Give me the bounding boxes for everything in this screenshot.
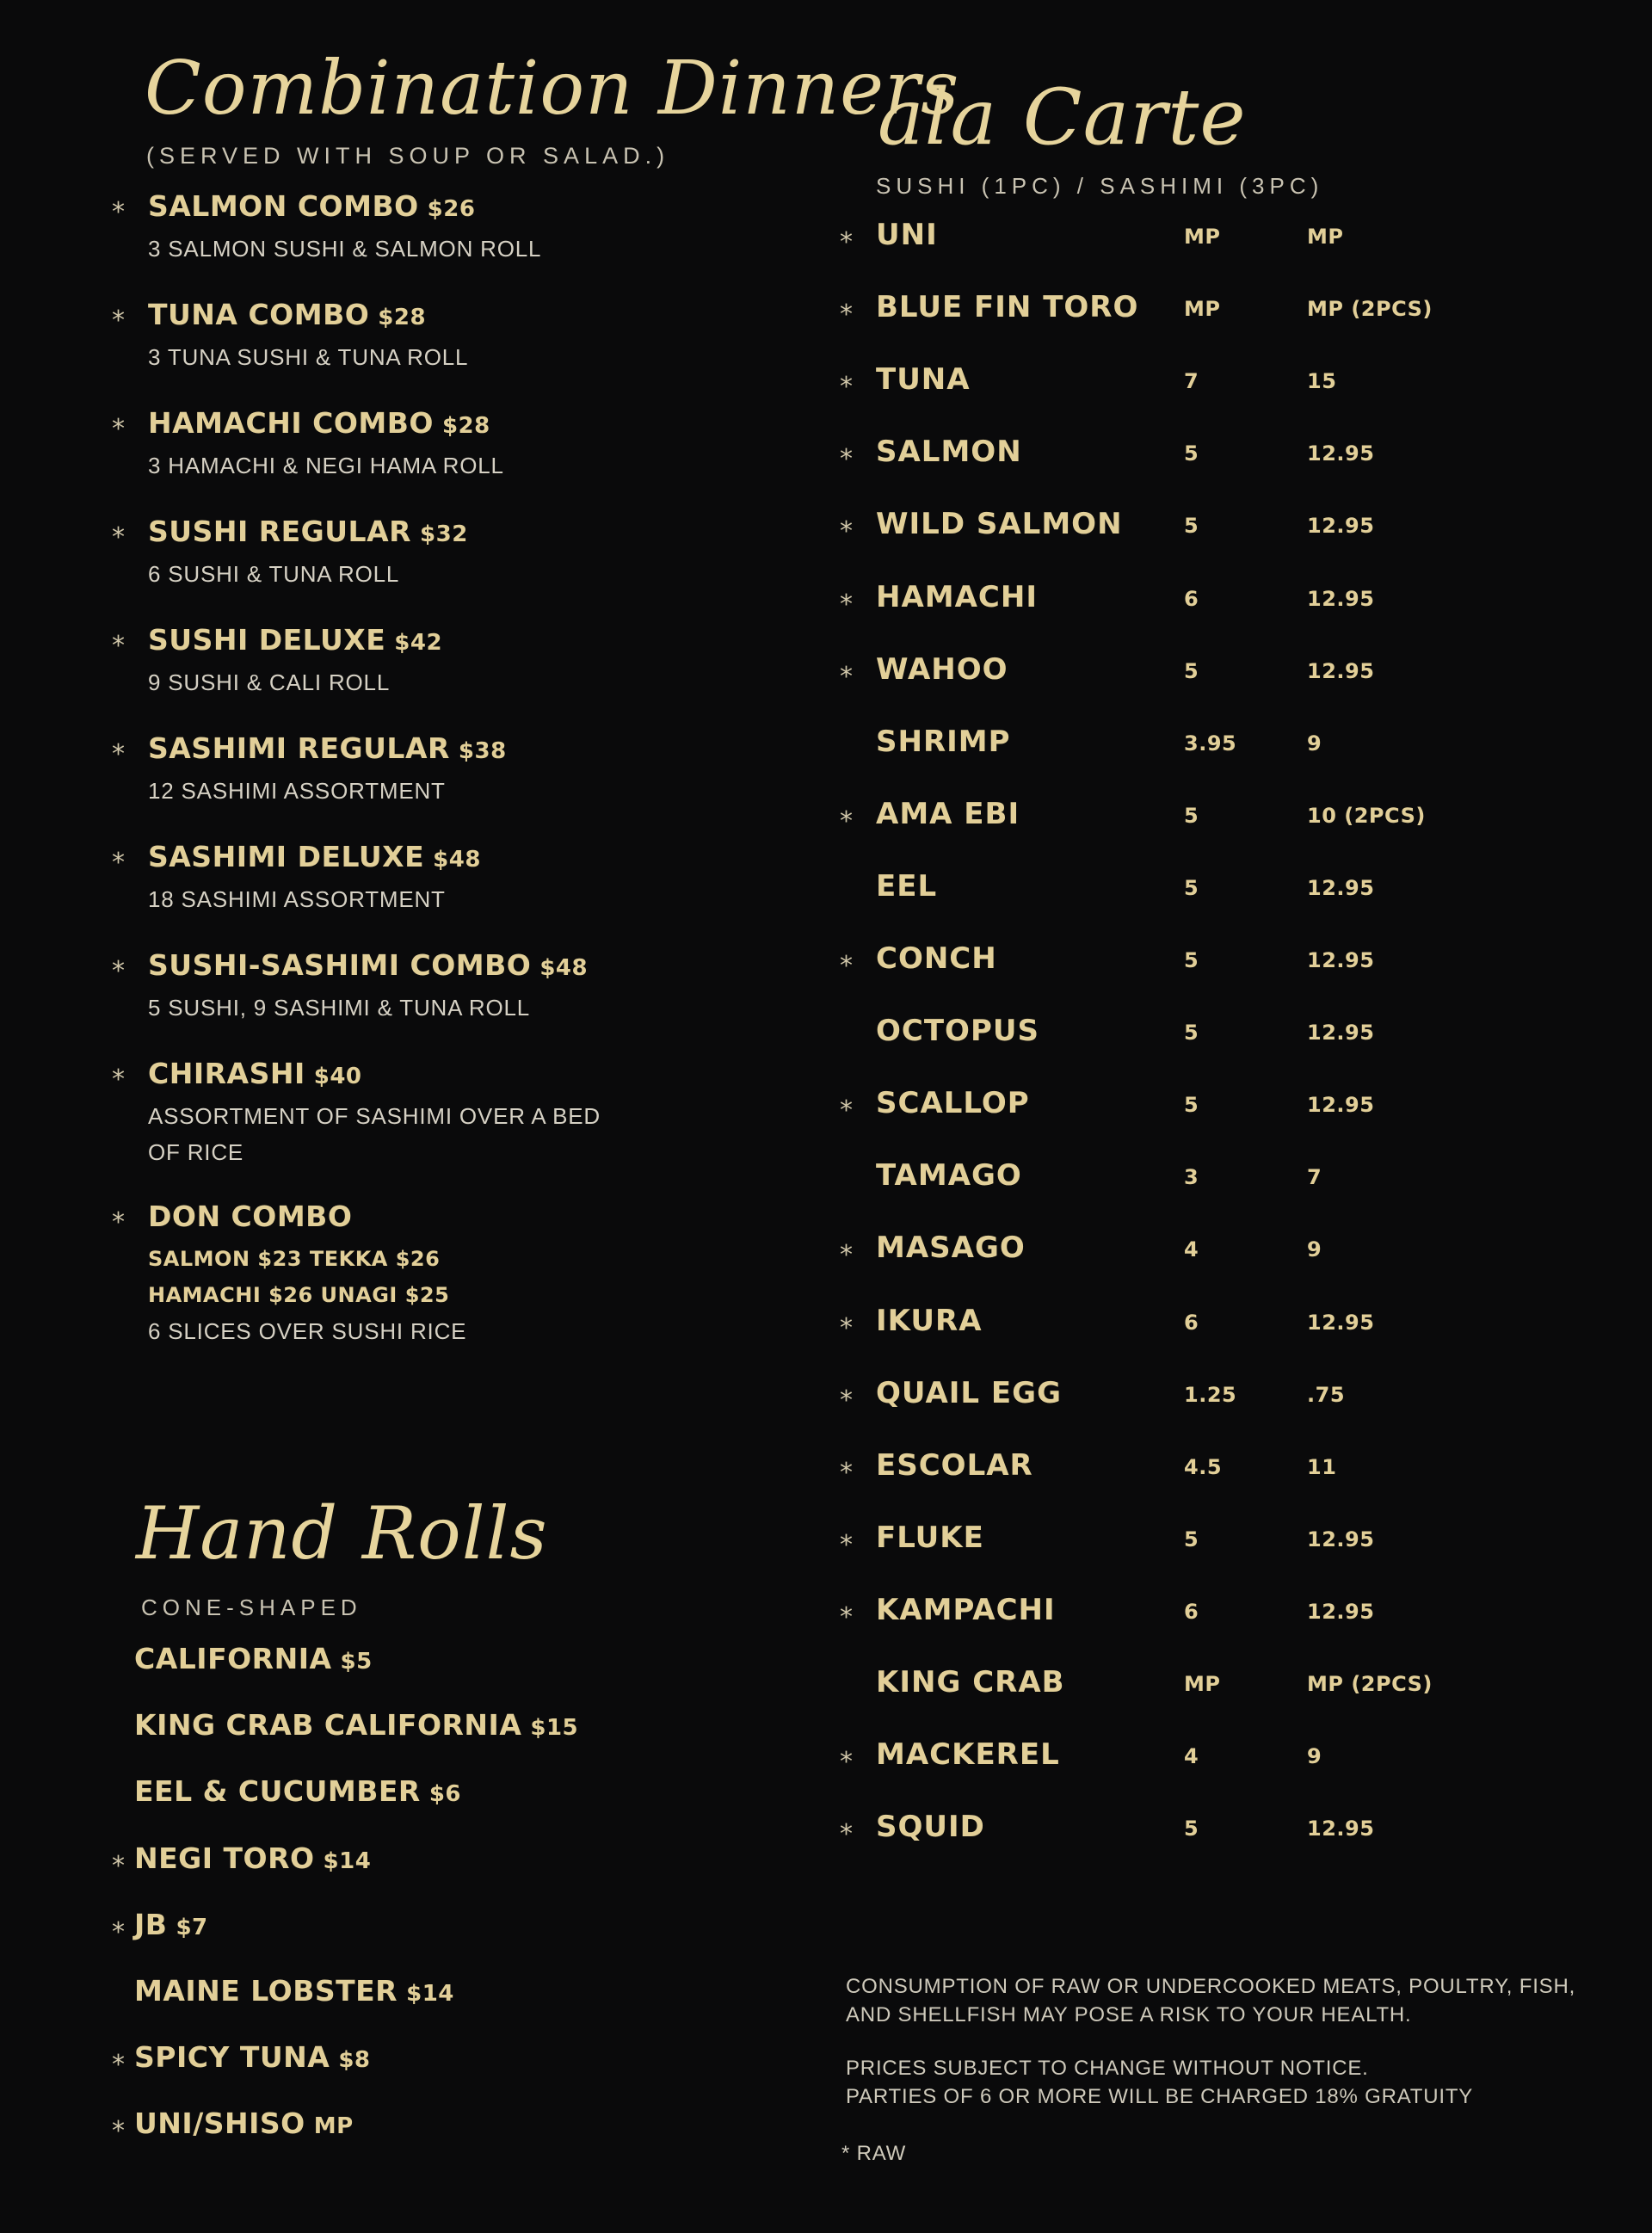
combo-price: $40 — [313, 1064, 362, 1089]
ala-carte-item — [840, 1014, 1614, 1057]
sushi-price: 1.25 — [1184, 1382, 1237, 1407]
ala-carte-item — [840, 362, 1614, 405]
sashimi-price: MP (2PCS) — [1307, 1672, 1433, 1696]
combo-name-text: DON COMBO — [148, 1200, 353, 1233]
raw-marker: * — [112, 2116, 125, 2147]
raw-marker: * — [840, 372, 853, 403]
sushi-price: 4.5 — [1184, 1454, 1223, 1479]
hand-roll-price: $5 — [340, 1649, 373, 1675]
sushi-price: 5 — [1184, 803, 1199, 828]
ala-carte-item — [840, 1665, 1614, 1708]
hand-roll-price: MP — [313, 2113, 354, 2140]
sashimi-price: 7 — [1307, 1165, 1322, 1190]
sushi-price: MP — [1184, 225, 1221, 249]
combo-name — [148, 298, 426, 332]
hand-roll-item — [112, 1642, 714, 1685]
raw-marker: * — [840, 1601, 853, 1632]
combo-name — [148, 189, 475, 224]
raw-marker: * — [840, 805, 853, 836]
hand-roll-name — [134, 2107, 354, 2141]
combo-name-text: SALMON COMBO — [148, 189, 419, 223]
combo-price: $28 — [441, 413, 490, 439]
ala-carte-item — [840, 1593, 1614, 1636]
combo-description: 3 HAMACHI & NEGI HAMA ROLL — [148, 453, 504, 478]
hand-roll-name — [134, 1642, 373, 1676]
ala-carte-name: ESCOLAR — [876, 1447, 1033, 1483]
raw-marker: * — [112, 848, 125, 878]
ala-carte-item — [840, 797, 1614, 840]
raw-marker: * — [840, 951, 853, 981]
hand-rolls-title: Hand Rolls — [136, 1491, 548, 1576]
sushi-price: 4 — [1184, 1237, 1199, 1262]
sashimi-price: 9 — [1307, 1744, 1322, 1769]
ala-carte-name: SALMON — [876, 435, 1022, 470]
combo-name-text: HAMACHI COMBO — [148, 406, 434, 440]
sashimi-price: 12.95 — [1307, 514, 1375, 539]
raw-marker: * — [840, 444, 853, 475]
sushi-price: 5 — [1184, 1021, 1199, 1046]
ala-carte-item — [840, 507, 1614, 550]
combination-title: Combination Dinners — [145, 46, 960, 132]
sashimi-price: 9 — [1307, 731, 1322, 756]
ala-carte-name: HAMACHI — [876, 579, 1038, 614]
ala-carte-name: OCTOPUS — [876, 1014, 1039, 1049]
hand-rolls-subtitle: CONE-SHAPED — [141, 1595, 362, 1620]
ala-carte-name: AMA EBI — [876, 796, 1020, 831]
combo-description: 5 SUSHI, 9 SASHIMI & TUNA ROLL — [148, 995, 530, 1021]
ala-carte-name: BLUE FIN TORO — [876, 290, 1139, 325]
combo-price: $28 — [378, 305, 427, 330]
combo-price: $48 — [433, 847, 481, 873]
ala-carte-item — [840, 1304, 1614, 1347]
sushi-price: 4 — [1184, 1744, 1199, 1769]
health-warning: CONSUMPTION OF RAW OR UNDERCOOKED MEATS, POULTRY, FISH, AND SHELLFISH MAY POSE A RISK TO YOUR HEALTH. — [846, 1975, 1576, 2026]
raw-marker: * — [840, 1747, 853, 1778]
ala-carte-name: WAHOO — [876, 651, 1008, 687]
ala-carte-item — [840, 1231, 1614, 1274]
combo-name — [148, 840, 481, 874]
sushi-price: 5 — [1184, 658, 1199, 683]
hand-roll-name — [134, 2040, 371, 2075]
ala-carte-name: MASAGO — [876, 1231, 1026, 1266]
ala-carte-name: SHRIMP — [876, 724, 1011, 759]
sashimi-price: 12.95 — [1307, 1021, 1375, 1046]
price-note: PRICES SUBJECT TO CHANGE WITHOUT NOTICE. PARTIES OF 6 OR MORE WILL BE CHARGED 18% GRATUITY — [846, 2057, 1474, 2108]
sashimi-price: 12.95 — [1307, 441, 1375, 466]
hand-roll-item — [112, 1708, 714, 1751]
combo-name — [148, 731, 507, 766]
ala-carte-item — [840, 290, 1614, 333]
sashimi-price: 12.95 — [1307, 875, 1375, 900]
sashimi-price: 12.95 — [1307, 1599, 1375, 1624]
ala-carte-item — [840, 1810, 1614, 1853]
ala-carte-item — [840, 652, 1614, 695]
ala-carte-item — [840, 1737, 1614, 1780]
combo-name — [148, 406, 490, 441]
sushi-price: 5 — [1184, 441, 1199, 466]
sashimi-price: 12.95 — [1307, 1527, 1375, 1551]
raw-marker: * — [840, 227, 853, 257]
raw-marker: * — [840, 661, 853, 692]
sashimi-price: MP — [1307, 225, 1344, 249]
don-prices: SALMON $23 TEKKA $26 HAMACHI $26 UNAGI $25 — [148, 1247, 450, 1307]
raw-marker: * — [112, 1916, 125, 1947]
combo-name-text: SUSHI-SASHIMI COMBO — [148, 948, 532, 982]
ala-carte-name: SQUID — [876, 1810, 985, 1845]
raw-marker: * — [112, 1850, 125, 1881]
raw-marker: * — [840, 1312, 853, 1343]
hand-roll-price: $8 — [338, 2047, 371, 2074]
combo-name-text: TUNA COMBO — [148, 298, 370, 331]
sushi-price: 5 — [1184, 1093, 1199, 1118]
sashimi-price: 10 (2PCS) — [1307, 803, 1426, 828]
sushi-price: MP — [1184, 1672, 1221, 1696]
raw-marker: * — [112, 1207, 125, 1237]
combo-description: 12 SASHIMI ASSORTMENT — [148, 778, 446, 804]
sushi-price: 6 — [1184, 586, 1199, 611]
combo-name — [148, 515, 468, 549]
ala-carte-name: SCALLOP — [876, 1086, 1030, 1121]
hand-roll-name-text: MAINE LOBSTER — [134, 1974, 398, 2008]
raw-marker: * — [112, 197, 125, 227]
ala-carte-item — [840, 941, 1614, 984]
hand-roll-name-text: NEGI TORO — [134, 1841, 315, 1875]
sashimi-price: .75 — [1307, 1382, 1346, 1407]
sashimi-price: 12.95 — [1307, 948, 1375, 972]
hand-roll-name-text: JB — [134, 1907, 168, 1941]
sashimi-price: 12.95 — [1307, 1310, 1375, 1335]
raw-marker: * — [840, 299, 853, 330]
raw-marker: * — [840, 589, 853, 620]
hand-roll-name-text: EEL & CUCUMBER — [134, 1774, 421, 1809]
raw-marker: * — [112, 414, 125, 444]
ala-carte-item — [840, 1086, 1614, 1129]
hand-roll-item — [112, 2040, 714, 2083]
raw-marker: * — [840, 1819, 853, 1850]
hand-roll-price: $14 — [323, 1847, 372, 1874]
hand-roll-name — [134, 1974, 454, 2008]
sushi-price: MP — [1184, 297, 1221, 322]
hand-roll-item — [112, 1974, 714, 2017]
sashimi-price: MP (2PCS) — [1307, 297, 1433, 322]
sashimi-price: 15 — [1307, 369, 1337, 394]
raw-note: * RAW — [841, 2142, 907, 2165]
sashimi-price: 12.95 — [1307, 586, 1375, 611]
combo-description: 18 SASHIMI ASSORTMENT — [148, 886, 446, 912]
ala-carte-subtitle: SUSHI (1PC) / SASHIMI (3PC) — [876, 173, 1324, 199]
ala-carte-name: KAMPACHI — [876, 1592, 1056, 1627]
hand-roll-name — [134, 1708, 578, 1743]
ala-carte-name: TAMAGO — [876, 1158, 1022, 1194]
combo-description: ASSORTMENT OF SASHIMI OVER A BED OF RICE — [148, 1103, 601, 1165]
ala-carte-name: EEL — [876, 868, 938, 904]
sushi-price: 6 — [1184, 1599, 1199, 1624]
ala-carte-name: KING CRAB — [876, 1665, 1065, 1699]
combo-description: 3 SALMON SUSHI & SALMON ROLL — [148, 236, 542, 262]
combo-description: 3 TUNA SUSHI & TUNA ROLL — [148, 344, 469, 370]
ala-carte-item — [840, 435, 1614, 478]
ala-carte-name: WILD SALMON — [876, 507, 1123, 542]
ala-carte-item — [840, 725, 1614, 768]
ala-carte-title: ala Carte — [878, 72, 1247, 163]
raw-marker: * — [840, 1385, 853, 1416]
sushi-price: 3.95 — [1184, 731, 1237, 756]
raw-marker: * — [112, 1064, 125, 1095]
ala-carte-item — [840, 1521, 1614, 1564]
combo-name — [148, 1200, 352, 1234]
raw-marker: * — [112, 631, 125, 661]
raw-marker: * — [840, 1240, 853, 1271]
combo-description: 9 SUSHI & CALI ROLL — [148, 669, 391, 695]
hand-roll-item — [112, 1841, 714, 1884]
ala-carte-name: MACKEREL — [876, 1737, 1060, 1773]
hand-roll-price: $14 — [406, 1981, 454, 2007]
hand-roll-item — [112, 2107, 714, 2150]
combo-price: $48 — [539, 955, 589, 981]
ala-carte-item — [840, 218, 1614, 261]
hand-roll-item — [112, 1908, 714, 1951]
hand-roll-item — [112, 1774, 714, 1817]
combo-price: $38 — [458, 738, 507, 764]
combo-name — [148, 948, 588, 983]
hand-roll-price: $6 — [428, 1781, 462, 1808]
ala-carte-item — [840, 580, 1614, 623]
ala-carte-name: QUAIL EGG — [876, 1375, 1062, 1410]
hand-roll-price: $7 — [176, 1914, 208, 1940]
sushi-price: 7 — [1184, 369, 1199, 394]
combo-description: 6 SUSHI & TUNA ROLL — [148, 561, 400, 587]
sushi-price: 5 — [1184, 514, 1199, 539]
sashimi-price: 12.95 — [1307, 1817, 1375, 1841]
ala-carte-item — [840, 869, 1614, 912]
combo-name — [148, 1057, 362, 1091]
sashimi-price: 9 — [1307, 1237, 1322, 1262]
raw-marker: * — [840, 1529, 853, 1560]
combo-name-text: SUSHI DELUXE — [148, 623, 386, 657]
combo-name-text: SASHIMI DELUXE — [148, 840, 425, 873]
raw-marker: * — [112, 2050, 125, 2081]
ala-carte-name: IKURA — [876, 1303, 983, 1338]
ala-carte-item — [840, 1448, 1614, 1491]
sushi-price: 5 — [1184, 875, 1199, 900]
ala-carte-item — [840, 1158, 1614, 1201]
ala-carte-name: CONCH — [876, 941, 997, 976]
hand-roll-name-text: SPICY TUNA — [134, 2040, 330, 2075]
ala-carte-item — [840, 1376, 1614, 1419]
raw-marker: * — [840, 1095, 853, 1126]
raw-marker: * — [112, 522, 125, 552]
sushi-price: 5 — [1184, 948, 1199, 972]
sashimi-price: 12.95 — [1307, 1093, 1375, 1118]
sashimi-price: 12.95 — [1307, 658, 1375, 683]
hand-roll-name-text: CALIFORNIA — [134, 1642, 332, 1675]
ala-carte-name: TUNA — [876, 362, 971, 398]
sashimi-price: 11 — [1307, 1454, 1337, 1479]
raw-marker: * — [840, 516, 853, 547]
ala-carte-name: UNI — [876, 218, 938, 252]
sushi-price: 5 — [1184, 1817, 1199, 1841]
hand-roll-name — [134, 1841, 371, 1876]
combo-name-text: SASHIMI REGULAR — [148, 731, 450, 765]
hand-roll-name — [134, 1908, 208, 1942]
sushi-price: 6 — [1184, 1310, 1199, 1335]
hand-roll-name-text: UNI/SHISO — [134, 2107, 305, 2141]
ala-carte-name: FLUKE — [876, 1520, 984, 1555]
hand-roll-name-text: KING CRAB CALIFORNIA — [134, 1708, 522, 1743]
raw-marker: * — [112, 305, 125, 336]
combo-price: $32 — [420, 521, 468, 547]
raw-marker: * — [112, 956, 125, 986]
hand-roll-name — [134, 1774, 461, 1809]
combo-name-text: CHIRASHI — [148, 1057, 305, 1090]
hand-roll-price: $15 — [530, 1715, 579, 1742]
combo-price: $42 — [394, 630, 443, 656]
raw-marker: * — [112, 739, 125, 769]
combo-description: 6 SLICES OVER SUSHI RICE — [148, 1318, 467, 1344]
combo-price: $26 — [427, 196, 476, 222]
combo-name-text: SUSHI REGULAR — [148, 515, 412, 548]
sushi-price: 3 — [1184, 1165, 1199, 1190]
combo-name — [148, 623, 442, 657]
raw-marker: * — [840, 1457, 853, 1488]
sushi-price: 5 — [1184, 1527, 1199, 1551]
combination-subtitle: (SERVED WITH SOUP OR SALAD.) — [146, 143, 670, 169]
